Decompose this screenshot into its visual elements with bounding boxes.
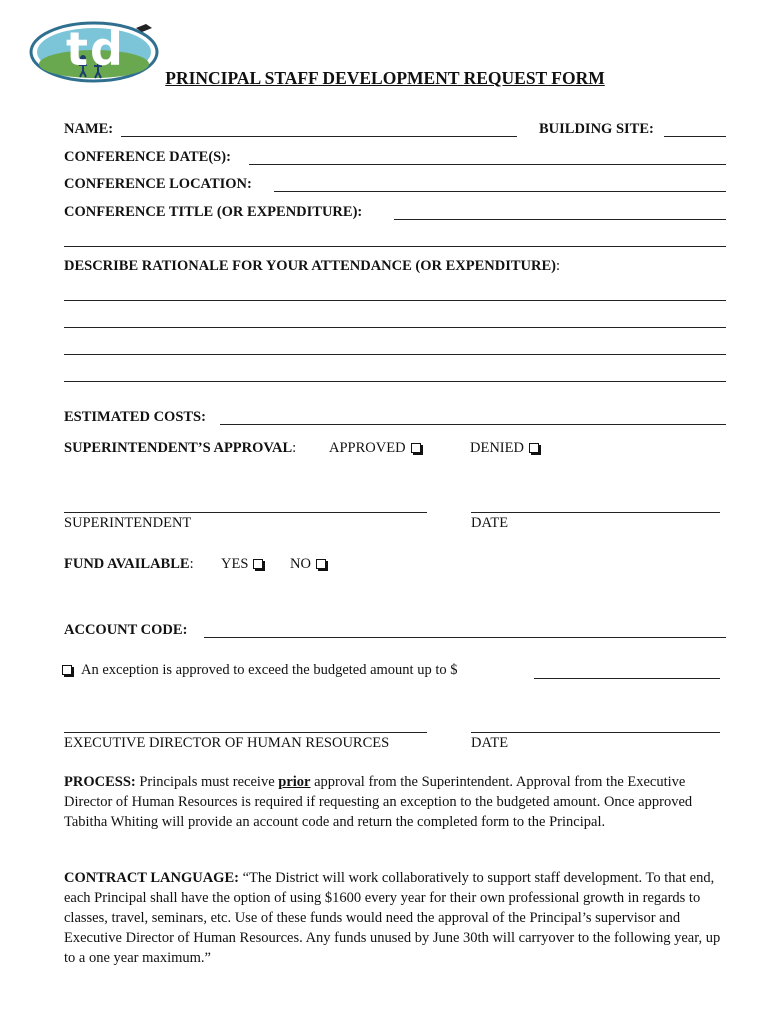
building-site-input-line[interactable]	[664, 136, 726, 137]
form-title: PRINCIPAL STAFF DEVELOPMENT REQUEST FORM	[165, 68, 605, 88]
superintendent-date-line[interactable]	[471, 512, 720, 513]
account-code-label: ACCOUNT CODE:	[64, 622, 188, 638]
denied-checkbox-icon[interactable]	[529, 443, 539, 453]
superintendent-approval-label	[64, 440, 296, 457]
process-text-a: Principals must receive	[135, 774, 279, 790]
process-text-b: approval from the Superintendent. Approval from the Executive Director of Human Resources is required if requesting an exception to the budgeted amount. Once approved Tabitha Whiting will provide an account code and return the completed form to the Principal.	[64, 774, 693, 830]
rationale-line-4[interactable]	[64, 381, 726, 382]
fund-no-option[interactable]	[290, 556, 326, 573]
superintendent-approval-colon: :	[292, 440, 297, 456]
contract-language-paragraph	[64, 868, 730, 968]
building-site-label: BUILDING SITE:	[539, 121, 654, 137]
process-label: PROCESS:	[64, 774, 136, 790]
rationale-label	[64, 258, 560, 275]
rationale-line-2[interactable]	[64, 327, 726, 328]
conference-location-label: CONFERENCE LOCATION:	[64, 176, 252, 192]
fund-no-label: NO	[290, 556, 311, 572]
rationale-label-text: DESCRIBE RATIONALE FOR YOUR ATTENDANCE (OR EXPENDITURE)	[64, 258, 556, 274]
superintendent-date-caption: DATE	[471, 515, 509, 531]
rationale-line-1[interactable]	[64, 300, 726, 301]
superintendent-signature-line[interactable]	[64, 512, 427, 513]
estimated-costs-label: ESTIMATED COSTS:	[64, 409, 206, 425]
hr-director-signature-line[interactable]	[64, 732, 427, 733]
logo-text: td	[66, 22, 125, 76]
name-label: NAME:	[64, 121, 114, 137]
fund-available-colon: :	[189, 556, 194, 572]
conference-dates-input-line[interactable]	[249, 164, 726, 165]
fund-yes-label: YES	[221, 556, 249, 572]
process-paragraph	[64, 772, 730, 832]
conference-title-input-line[interactable]	[394, 219, 726, 220]
fund-available-label	[64, 556, 194, 573]
fund-available-text: FUND AVAILABLE	[64, 556, 190, 572]
process-prior: prior	[278, 774, 311, 790]
fund-no-checkbox-icon[interactable]	[316, 559, 326, 569]
contract-language-label: CONTRACT LANGUAGE:	[64, 870, 239, 886]
hr-director-date-caption: DATE	[471, 735, 509, 751]
conference-title-extra-line[interactable]	[64, 246, 726, 247]
conference-dates-label: CONFERENCE DATE(S):	[64, 149, 231, 165]
contract-language-text: “The District will work collaboratively to support staff development. To that end, each Principal shall have the option of using $1600 every year for their own professional growth in regards to classes, travel, seminars, etc. Use of these funds would need the approval of the Principal’s supervisor and Executive Director of Human Resources. Any funds unused by June 30th will carryover to the following year, up to a one year maximum.”	[64, 870, 721, 966]
exception-amount-line[interactable]	[534, 678, 720, 679]
conference-title-label: CONFERENCE TITLE (OR EXPENDITURE):	[64, 204, 363, 220]
approved-option[interactable]	[329, 440, 421, 457]
account-code-input-line[interactable]	[204, 637, 726, 638]
exception-text: An exception is approved to exceed the budgeted amount up to $	[81, 662, 458, 678]
exception-option[interactable]	[62, 662, 458, 679]
rationale-line-3[interactable]	[64, 354, 726, 355]
exception-checkbox-icon[interactable]	[62, 665, 72, 675]
denied-option[interactable]	[470, 440, 539, 457]
fund-yes-checkbox-icon[interactable]	[253, 559, 263, 569]
denied-label: DENIED	[470, 440, 524, 456]
hr-director-caption: EXECUTIVE DIRECTOR OF HUMAN RESOURCES	[64, 735, 390, 751]
superintendent-caption: SUPERINTENDENT	[64, 515, 192, 531]
hr-director-date-line[interactable]	[471, 732, 720, 733]
name-input-line[interactable]	[121, 136, 517, 137]
rationale-colon: :	[555, 258, 561, 274]
fund-yes-option[interactable]	[221, 556, 263, 573]
approved-label: APPROVED	[329, 440, 406, 456]
estimated-costs-input-line[interactable]	[220, 424, 726, 425]
approved-checkbox-icon[interactable]	[411, 443, 421, 453]
conference-location-input-line[interactable]	[274, 191, 726, 192]
superintendent-approval-text: SUPERINTENDENT’S APPROVAL	[64, 440, 293, 456]
